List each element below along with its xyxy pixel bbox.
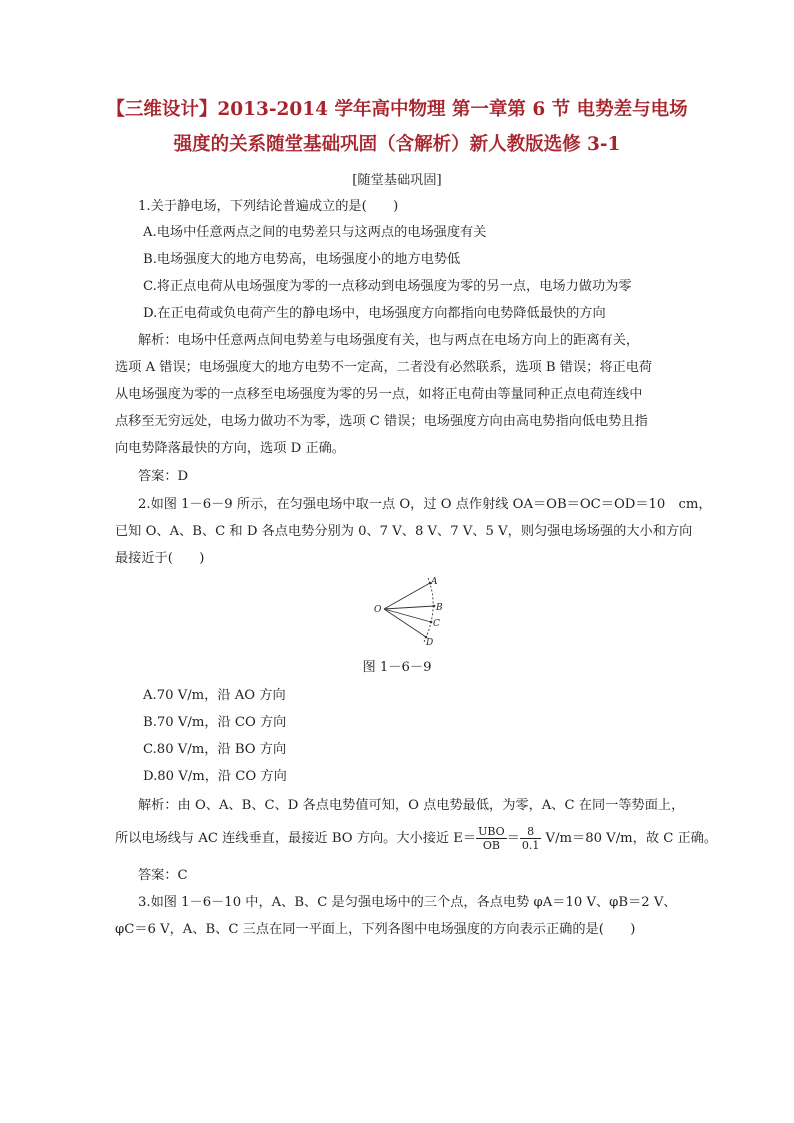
section-label: [随堂基础巩固]: [352, 173, 442, 188]
q2-option-b: B.70 V/m，沿 CO 方向: [143, 715, 287, 730]
dashed-arc: [424, 578, 433, 642]
q1-analysis-line: 向电势降落最快的方向，选项 D 正确。: [115, 441, 345, 456]
label-a: A: [431, 577, 438, 587]
label-o: O: [374, 605, 382, 615]
q1-option-d: D.在正电荷或负电荷产生的静电场中，电场强度方向都指向电势降低最快的方向: [143, 306, 606, 321]
q1-analysis-line: 解析：电场中任意两点间电势差与电场强度有关，也与两点在电场方向上的距离有关，: [138, 333, 640, 348]
q1-stem: 1.关于静电场，下列结论普遍成立的是( ): [138, 199, 399, 214]
ray-oc: [384, 609, 431, 622]
q2-analysis-line-formula: 所以电场线与 AC 连线垂直，最接近 BO 方向。大小接近 E＝ $\frac{\text{UBO}}{OB}$ ＝ $\frac{8}{0.1}$ V/m＝80 V/m，故 C 正确。: [115, 825, 718, 852]
q3-stem-line: φC＝6 V，A、B、C 三点在同一平面上，下列各图中电场强度的方向表示正确的是( ): [115, 922, 636, 937]
q1-option-b: B.电场强度大的地方电势高，电场强度小的地方电势低: [143, 252, 461, 267]
q2-option-d: D.80 V/m，沿 CO 方向: [143, 769, 287, 784]
q1-analysis-line: 从电场强度为零的一点移至电场强度为零的另一点，如将正电荷由等量同种正点电荷连线中: [115, 387, 643, 402]
q1-answer: 答案：D: [138, 469, 189, 484]
fraction-8-over-0.1: $\frac{8}{0.1}$: [521, 825, 540, 852]
q1-analysis-line: 点移至无穷远处，电场力做功不为零，选项 C 错误；电场强度方向由高电势指向低电势且指: [115, 414, 648, 429]
ray-od: [384, 609, 426, 637]
figure-caption: 图 1－6－9: [362, 660, 432, 675]
q2-analysis-text: 所以电场线与 AC 连线垂直，最接近 BO 方向。大小接近 E＝: [115, 831, 477, 846]
q1-option-c: C.将正点电荷从电场强度为零的一点移动到电场强度为零的另一点，电场力做功为零: [143, 279, 632, 294]
q3-stem-line: 3.如图 1－6－10 中，A、B、C 是匀强电场中的三个点，各点电势 φA＝10 V、φB＝2 V、: [138, 895, 677, 910]
fraction-u-over-ob: $\frac{\text{UBO}}{OB}$: [478, 825, 505, 852]
q2-answer: 答案：C: [138, 868, 188, 883]
ray-oa: [384, 583, 430, 609]
q2-stem-line: 最接近于( ): [115, 551, 205, 566]
q2-analysis-line: 解析：由 O、A、B、C、D 各点电势值可知，O 点电势最低，为零，A、C 在同一等势面上，: [138, 798, 685, 813]
label-c: C: [433, 619, 440, 629]
q2-option-c: C.80 V/m，沿 BO 方向: [143, 742, 287, 757]
label-b: B: [436, 603, 443, 613]
figure-1-6-9: [370, 574, 450, 650]
document-title-line-1: 【三维设计】2013-2014 学年高中物理 第一章第 6 节 电势差与电场: [106, 99, 688, 120]
q1-option-a: A.电场中任意两点之间的电势差只与这两点的电场强度有关: [143, 225, 487, 240]
ray-ob: [384, 606, 434, 609]
q1-analysis-line: 选项 A 错误；电场强度大的地方电势不一定高，二者没有必然联系，选项 B 错误；将正电荷: [115, 360, 653, 375]
q2-stem-line: 2.如图 1－6－9 所示，在匀强电场中取一点 O，过 O 点作射线 OA＝OB＝OC＝OD＝10 cm，: [138, 497, 712, 512]
q2-option-a: A.70 V/m，沿 AO 方向: [143, 688, 286, 703]
label-d: D: [426, 638, 434, 648]
document-title-line-2: 强度的关系随堂基础巩固（含解析）新人教版选修 3-1: [173, 134, 621, 155]
q2-stem-line: 已知 O、A、B、C 和 D 各点电势分别为 0、7 V、8 V、7 V、5 V，则匀强电场场强的大小和方向: [115, 524, 693, 539]
